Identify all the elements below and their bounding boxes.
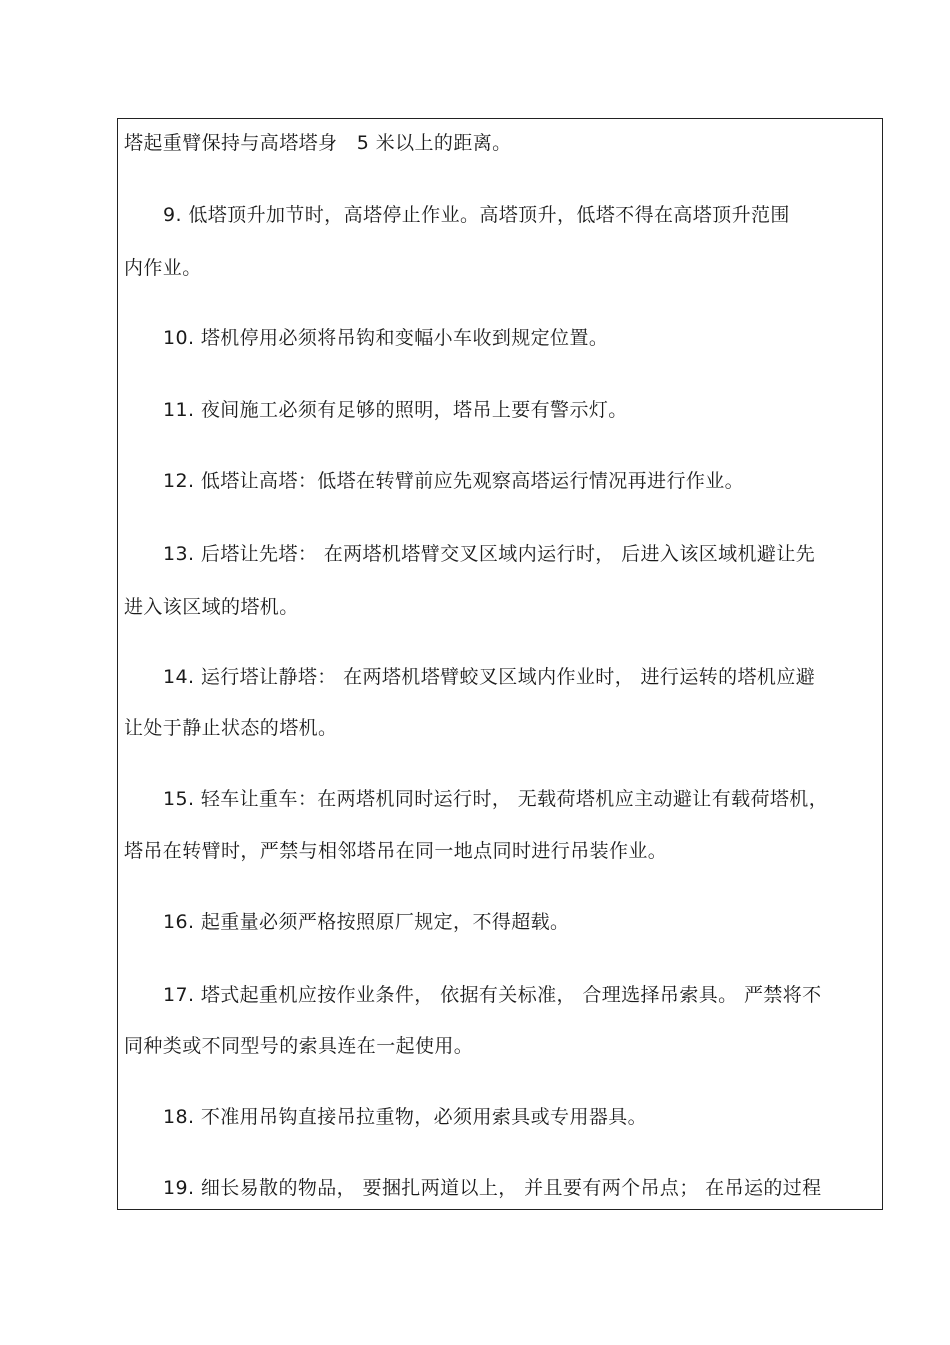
content-frame [117, 118, 883, 1210]
text-line: 让处于静止状态的塔机。 [124, 717, 338, 739]
text-line: 塔起重臂保持与高塔塔身 5 米以上的距离。 [124, 132, 512, 154]
text-line: 9. 低塔顶升加节时，高塔停止作业。高塔顶升，低塔不得在高塔顶升范围 [163, 204, 790, 226]
text-line: 内作业。 [124, 257, 202, 279]
text-line: 12. 低塔让高塔：低塔在转臂前应先观察高塔运行情况再进行作业。 [163, 470, 745, 492]
text-line: 19. 细长易散的物品， 要捆扎两道以上， 并且要有两个吊点； 在吊运的过程 [163, 1177, 822, 1199]
text-line: 16. 起重量必须严格按照原厂规定，不得超载。 [163, 911, 570, 933]
text-line: 进入该区域的塔机。 [124, 596, 299, 618]
text-line: 18. 不准用吊钩直接吊拉重物，必须用索具或专用器具。 [163, 1106, 648, 1128]
text-line: 10. 塔机停用必须将吊钩和变幅小车收到规定位置。 [163, 327, 609, 349]
text-line: 11. 夜间施工必须有足够的照明，塔吊上要有警示灯。 [163, 399, 628, 421]
text-line: 17. 塔式起重机应按作业条件， 依据有关标准， 合理选择吊索具。 严禁将不 [163, 984, 822, 1006]
text-line: 13. 后塔让先塔： 在两塔机塔臂交叉区域内运行时， 后进入该区域机避让先 [163, 543, 816, 565]
text-line: 塔吊在转臂时，严禁与相邻塔吊在同一地点同时进行吊装作业。 [124, 840, 668, 862]
text-line: 14. 运行塔让静塔： 在两塔机塔臂蛟叉区域内作业时， 进行运转的塔机应避 [163, 666, 816, 688]
text-line: 15. 轻车让重车：在两塔机同时运行时， 无载荷塔机应主动避让有载荷塔机， [163, 788, 829, 810]
text-line: 同种类或不同型号的索具连在一起使用。 [124, 1035, 474, 1057]
